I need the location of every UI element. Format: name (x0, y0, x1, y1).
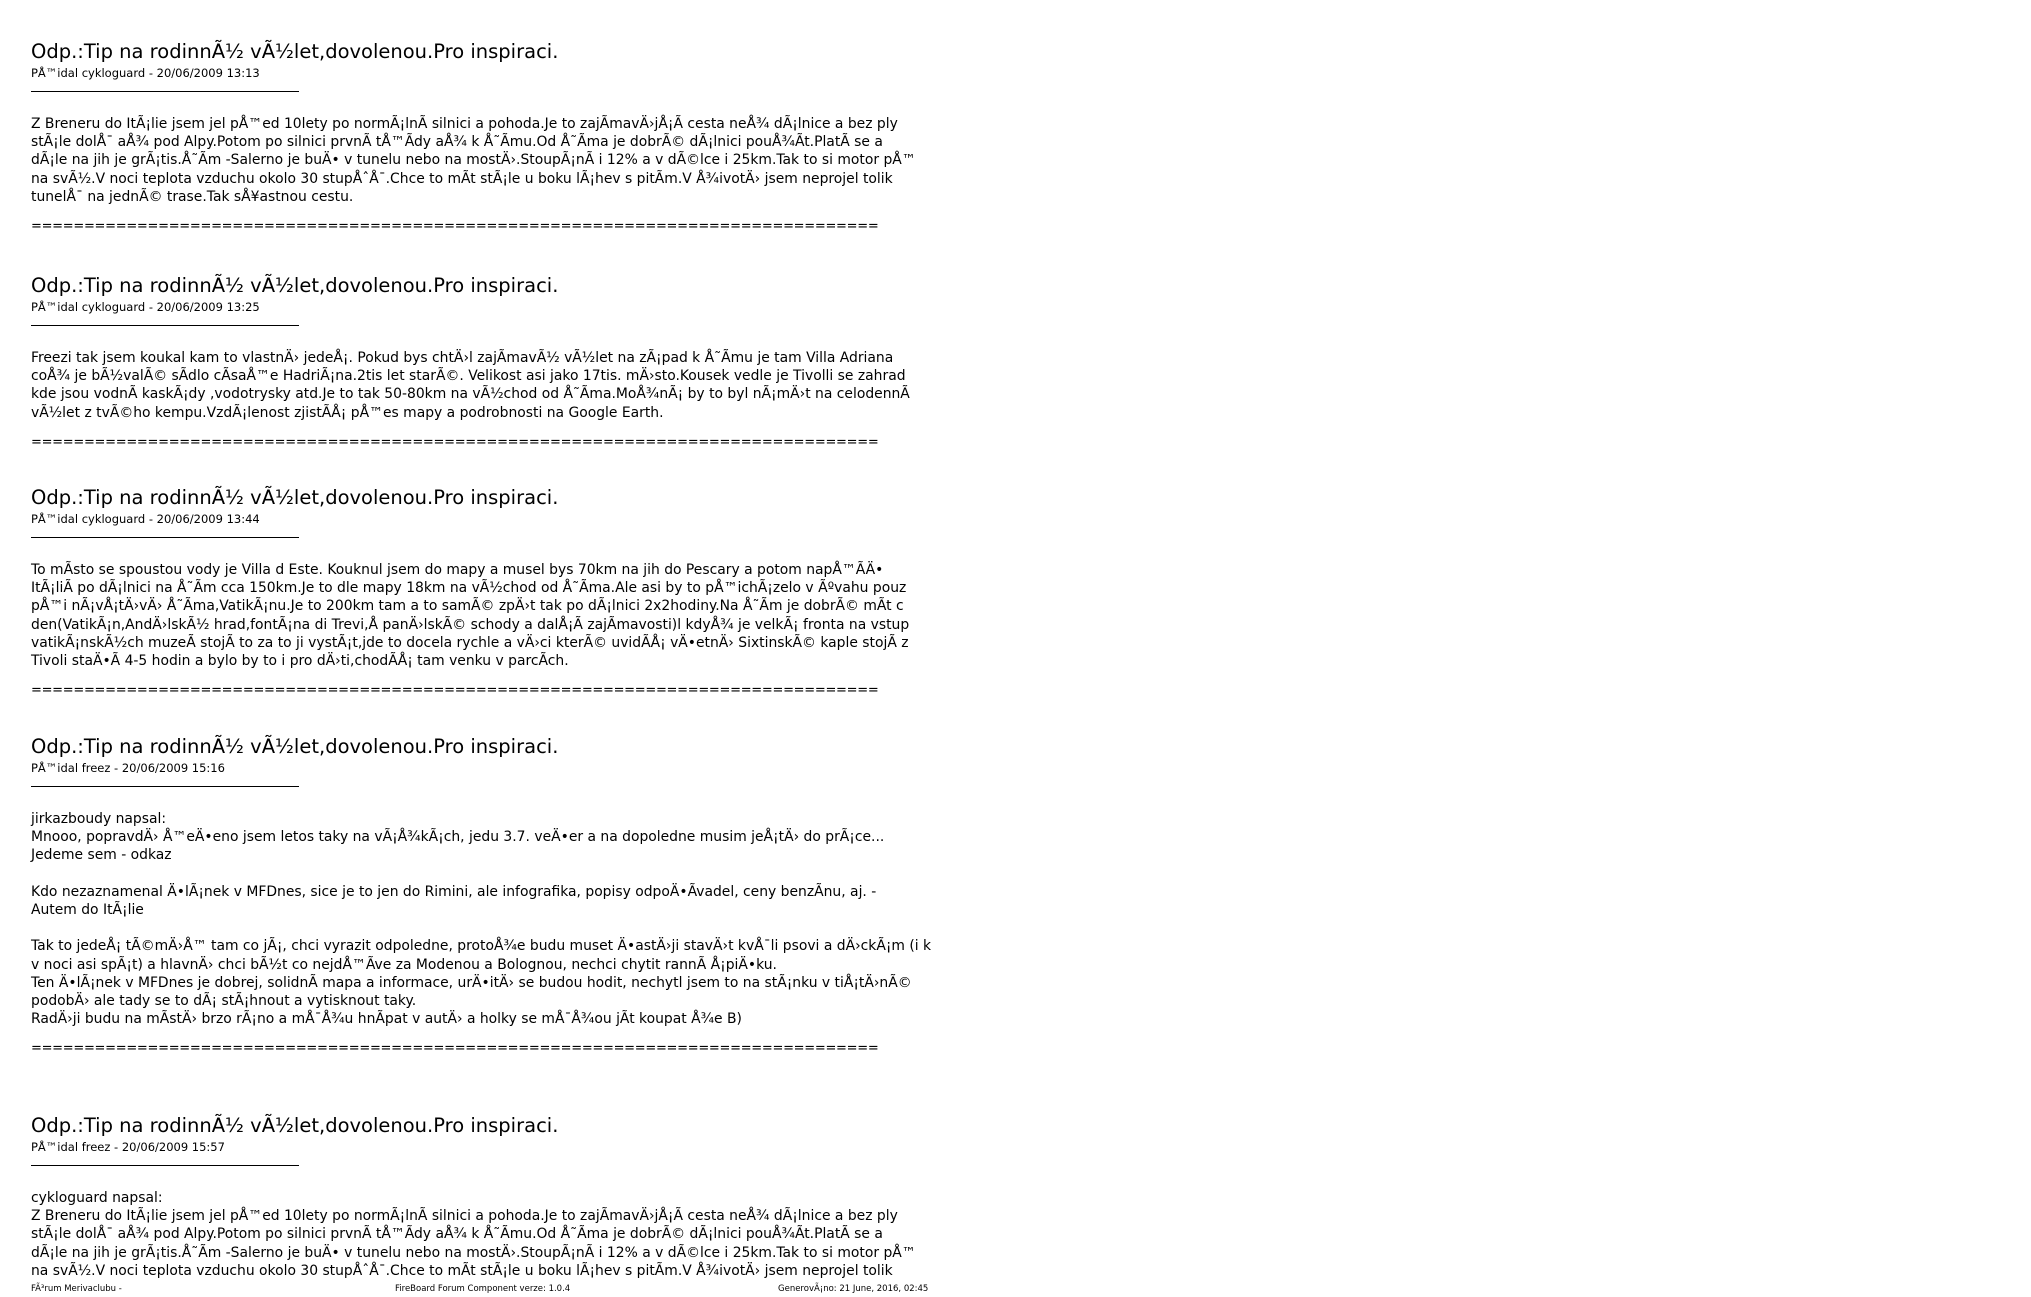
post-meta: PÅ™idal cykloguard - 20/06/2009 13:44 (31, 512, 260, 526)
post-title: Odp.:Tip na rodinnÃ½ vÃ½let,dovolenou.Pro inspiraci. (31, 274, 559, 297)
post-separator: ================================================================================ (31, 1041, 879, 1057)
post-2 (31, 274, 960, 450)
post-meta: PÅ™idal cykloguard - 20/06/2009 13:13 (31, 66, 260, 80)
post-5 (31, 1114, 960, 1280)
divider-line (31, 325, 299, 326)
post-title: Odp.:Tip na rodinnÃ½ vÃ½let,dovolenou.Pro inspiraci. (31, 486, 559, 509)
post-4 (31, 735, 960, 1056)
post-title: Odp.:Tip na rodinnÃ½ vÃ½let,dovolenou.Pro inspiraci. (31, 40, 559, 63)
post-meta: PÅ™idal freez - 20/06/2009 15:16 (31, 761, 225, 775)
post-body: Freezi tak jsem koukal kam to vlastnÄ› jedeÅ¡. Pokud bys chtÄ›l zajÃmavÃ½ vÃ½let na zÃ¡pad k Å˜Ãmu je tam Villa Adriana coÅ¾ je bÃ½valÃ© sÃdlo cÃsaÅ™e HadriÃ¡na.2tis let starÃ©. Velikost asi jako 17tis. mÄ›sto.Kousek vedle je Tivolli se zahrad kde jsou vodnÃ kaskÃ¡dy ,vodotrysky atd.Je to tak 50-80km na vÃ½chod od Å˜Ãma.MoÅ¾nÃ¡ by to byl nÃ¡mÄ›t na celodennÃ vÃ½let z tvÃ©ho kempu.VzdÃ¡lenost zjistÃÅ¡ pÅ™es mapy a podrobnosti na Google Earth. (31, 350, 910, 421)
post-body: Z Breneru do ItÃ¡lie jsem jel pÅ™ed 10lety po normÃ¡lnÃ silnici a pohoda.Je to zajÃmavÄ›jÅ¡Ã cesta neÅ¾ dÃ¡lnice a bez ply stÃ¡le dolÅ¯ aÅ¾ pod Alpy.Potom po silnici prvnÃ tÅ™Ãdy aÅ¾ k Å˜Ãmu.Od Å˜Ãma je dobrÃ© dÃ¡lnici pouÅ¾Ãt.PlatÃ se a dÃ¡le na jih je grÃ¡tis.Å˜Ãm -Salerno je buÄ• v tunelu nebo na mostÄ›.StoupÃ¡nÃ i 12% a v dÃ©lce i 25km.Tak to si motor pÅ™ na svÃ½.V noci teplota vzduchu okolo 30 stupÅˆÅ¯.Chce to mÃt stÃ¡le u boku lÃ¡hev s pitÃm.V Å¾ivotÄ› jsem neprojel tolik tunelÅ¯ na jednÃ© trase.Tak sÅ¥astnou cestu. (31, 116, 916, 205)
footer-component-version: FireBoard Forum Component verze: 1.0.4 (395, 1284, 571, 1294)
post-3 (31, 486, 960, 698)
divider-line (31, 786, 299, 787)
divider-line (31, 91, 299, 92)
divider-line (31, 537, 299, 538)
post-body: cykloguard napsal: Z Breneru do ItÃ¡lie jsem jel pÅ™ed 10lety po normÃ¡lnÃ silnici a pohoda.Je to zajÃmavÄ›jÅ¡Ã cesta neÅ¾ dÃ¡lnice a bez ply stÃ¡le dolÅ¯ aÅ¾ pod Alpy.Potom po silnici prvnÃ tÅ™Ãdy aÅ¾ k Å˜Ãmu.Od Å˜Ãma je dobrÃ© dÃ¡lnici pouÅ¾Ãt.PlatÃ se a dÃ¡le na jih je grÃ¡tis.Å˜Ãm -Salerno je buÄ• v tunelu nebo na mostÄ›.StoupÃ¡nÃ i 12% a v dÃ©lce i 25km.Tak to si motor pÅ™ na svÃ½.V noci teplota vzduchu okolo 30 stupÅˆÅ¯.Chce to mÃt stÃ¡le u boku lÃ¡hev s pitÃm.V Å¾ivotÄ› jsem neprojel tolik (31, 1190, 916, 1279)
post-1 (31, 40, 960, 234)
post-separator: ================================================================================ (31, 683, 879, 699)
divider-line (31, 1165, 299, 1166)
post-separator: ================================================================================ (31, 219, 879, 235)
post-title: Odp.:Tip na rodinnÃ½ vÃ½let,dovolenou.Pro inspiraci. (31, 1114, 559, 1137)
footer-site-name: FÃ³rum Merivaclubu - (31, 1284, 122, 1294)
post-body: jirkazboudy napsal: Mnooo, popravdÄ› Å™eÄ•eno jsem letos taky na vÃ¡Å¾kÃ¡ch, jedu 3.7. veÄ•er a na dopoledne musim jeÅ¡tÄ› do prÃ¡ce... Jedeme sem - odkaz Kdo nezaznamenal Ä•lÃ¡nek v MFDnes, sice je to jen do Rimini, ale infografika, popisy odpoÄ•Ãvadel, ceny benzÃnu, aj. - Autem do ItÃ¡lie Tak to jedeÅ¡ tÃ©mÄ›Å™ tam co jÃ¡, chci vyrazit odpoledne, protoÅ¾e budu muset Ä•astÄ›ji stavÄ›t kvÅ¯li psovi a dÄ›ckÃ¡m (i k v noci asi spÃ¡t) a hlavnÄ› chci bÃ½t co nejdÅ™Ãve za Modenou a Bolognou, nechci chytit rannÃ Å¡piÄ•ku. Ten Ä•lÃ¡nek v MFDnes je dobrej, solidnÃ mapa a informace, urÄ•itÄ› se budou hodit, nechytl jsem to na stÃ¡nku v tiÅ¡tÄ›nÃ© podobÄ› ale tady se to dÃ¡ stÃ¡hnout a vytisknout taky. RadÄ›ji budu na mÃstÄ› brzo rÃ¡no a mÅ¯Å¾u hnÃpat v autÄ› a holky se mÅ¯Å¾ou jÃt koupat Å¾e B) (31, 811, 932, 1028)
post-title: Odp.:Tip na rodinnÃ½ vÃ½let,dovolenou.Pro inspiraci. (31, 735, 559, 758)
footer-generated-date: GenerovÃ¡no: 21 June, 2016, 02:45 (778, 1284, 929, 1294)
post-separator: ================================================================================ (31, 434, 879, 450)
page-footer (31, 1284, 960, 1297)
post-meta: PÅ™idal cykloguard - 20/06/2009 13:25 (31, 300, 260, 314)
post-meta: PÅ™idal freez - 20/06/2009 15:57 (31, 1140, 225, 1154)
post-body: To mÃsto se spoustou vody je Villa d Este. Kouknul jsem do mapy a musel bys 70km na jih do Pescary a potom napÅ™ÃÄ• ItÃ¡liÃ po dÃ¡lnici na Å˜Ãm cca 150km.Je to dle mapy 18km na vÃ½chod od Å˜Ãma.Ale asi by to pÅ™ichÃ¡zelo v Ãºvahu pouz pÅ™i nÃ¡vÅ¡tÄ›vÄ› Å˜Ãma,VatikÃ¡nu.Je to 200km tam a to samÃ© zpÄ›t tak po dÃ¡lnici 2x2hodiny.Na Å˜Ãm je dobrÃ© mÃt c den(VatikÃ¡n,AndÄ›lskÃ½ hrad,fontÃ¡na di Trevi,Å panÄ›lskÃ© schody a dalÅ¡Ã zajÃmavosti)l kdyÅ¾ je velkÃ¡ fronta na vstup vatikÃ¡nskÃ½ch muzeÃ stojÃ to za to ji vystÃ¡t,jde to docela rychle a vÄ›ci kterÃ© uvidÃÅ¡ vÄ•etnÄ› SixtinskÃ© kaple stojÃ z Tivoli staÄ•Ã 4-5 hodin a bylo by to i pro dÄ›ti,chodÃÅ¡ tam venku v parcÃch. (31, 562, 910, 670)
